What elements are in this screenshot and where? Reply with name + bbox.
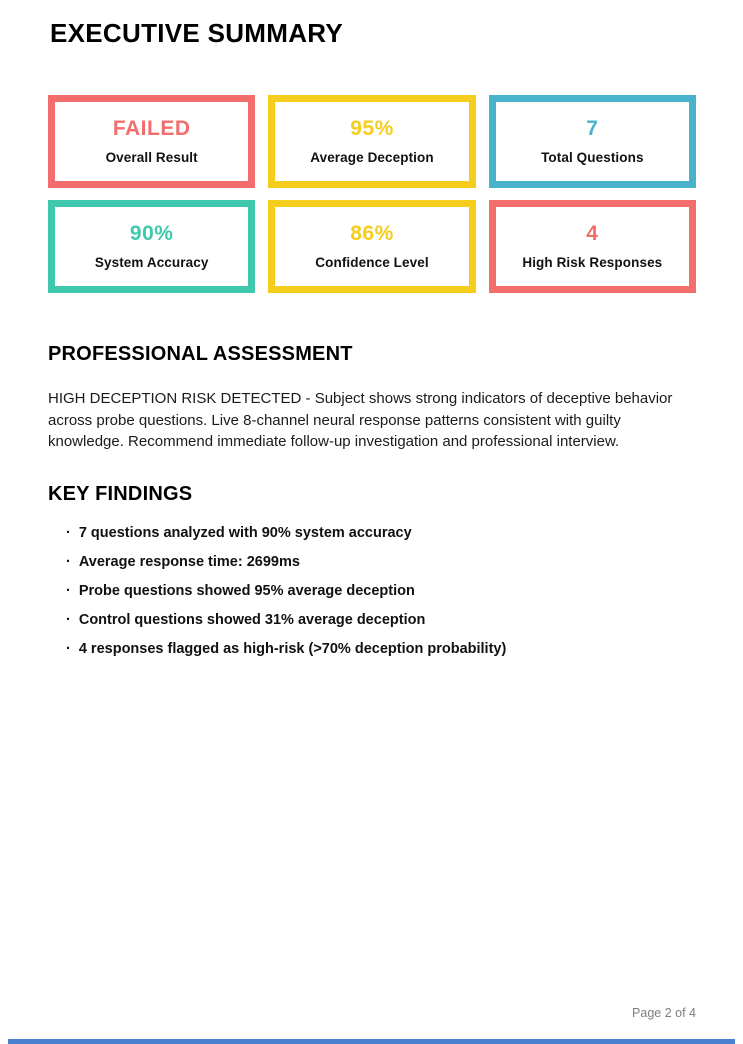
assessment-body-text: HIGH DECEPTION RISK DETECTED - Subject shows strong indicators of deceptive behavior across probe questions. Live 8-channel neural response patterns consistent with guilty knowledge. Recommend immediate follow-up investigation and professional interview. [48, 390, 673, 450]
key-findings-list [48, 525, 696, 658]
finding-item [66, 554, 696, 571]
finding-text: Average response time: 2699ms [78, 553, 300, 570]
stat-label: Average Deception [310, 150, 434, 165]
stat-card-confidence-level [268, 200, 475, 293]
finding-text: Probe questions showed 95% average deception [78, 582, 415, 599]
assessment-section-heading: PROFESSIONAL ASSESSMENT [48, 343, 353, 365]
stat-value: 90% [129, 222, 174, 245]
page-title: EXECUTIVE SUMMARY [50, 18, 344, 48]
stat-label: Total Questions [541, 150, 644, 165]
finding-text: 4 responses flagged as high-risk (>70% deception probability) [78, 640, 507, 657]
stat-label: High Risk Responses [522, 255, 663, 270]
stat-value: 4 [586, 222, 599, 245]
finding-item [66, 641, 696, 658]
stat-card-average-deception [268, 95, 475, 188]
stat-value: 86% [350, 222, 394, 245]
bullet-dot: · [66, 640, 71, 657]
page-number-label: Page 2 of 4 [632, 1006, 696, 1020]
stat-card-overall-result [48, 95, 255, 188]
stat-card-total-questions [489, 95, 696, 188]
stat-label: System Accuracy [94, 255, 209, 270]
finding-text: Control questions showed 31% average deception [78, 611, 426, 628]
finding-item [66, 612, 696, 629]
stat-card-high-risk-responses [489, 200, 696, 293]
stat-value: 7 [586, 117, 599, 140]
bullet-dot: · [66, 524, 71, 541]
finding-text: 7 questions analyzed with 90% system accuracy [78, 524, 412, 541]
stat-value: FAILED [112, 117, 191, 140]
stat-card-system-accuracy [48, 200, 255, 293]
finding-item [66, 583, 696, 600]
footer-accent-bar [8, 1039, 735, 1044]
stat-cards-grid [48, 95, 696, 293]
stat-value: 95% [350, 117, 394, 140]
bullet-dot: · [66, 611, 71, 628]
bullet-dot: · [66, 553, 71, 570]
bullet-dot: · [66, 582, 71, 599]
finding-item [66, 525, 696, 542]
stat-label: Confidence Level [315, 255, 429, 270]
stat-label: Overall Result [105, 150, 198, 165]
key-findings-section-heading: KEY FINDINGS [48, 482, 193, 505]
